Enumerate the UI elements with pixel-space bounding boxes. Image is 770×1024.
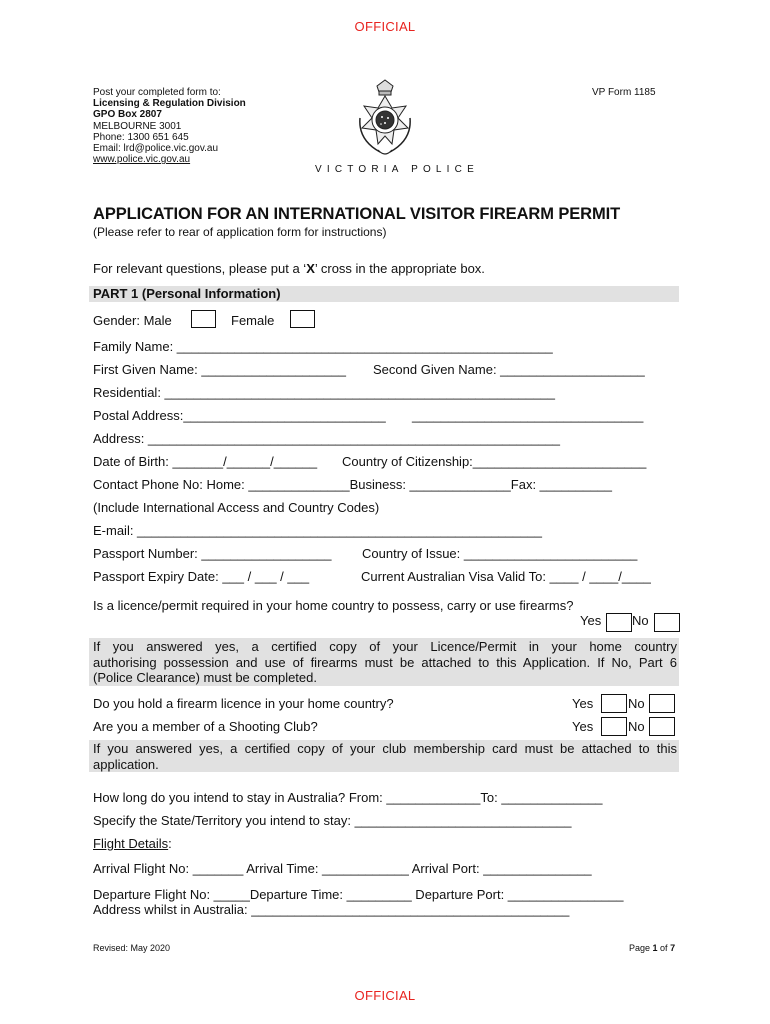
firearm-no-label: No (628, 696, 645, 711)
country-of-issue-field[interactable]: Country of Issue: ________________________ (362, 546, 638, 561)
post-email: Email: lrd@police.vic.gov.au (93, 143, 219, 155)
state-territory-field[interactable]: Specify the State/Territory you intend to stay: ______________________________ (93, 813, 572, 828)
firearm-yes-checkbox[interactable] (601, 694, 627, 713)
post-phone: Phone: 1300 651 645 (93, 131, 189, 143)
revised-date: Revised: May 2020 (93, 943, 171, 953)
firearm-licence-question: Do you hold a firearm licence in your home country? (93, 696, 394, 711)
residential-field[interactable]: Residential: ______________________________________________________ (93, 385, 555, 400)
vp-form-number: VP Form 1185 (592, 87, 656, 98)
contact-phone-note: (Include International Access and Country Codes) (93, 500, 380, 515)
post-city: MELBOURNE 3001 (93, 120, 182, 132)
flight-details-heading: Flight Details: (93, 836, 172, 851)
gender-male-checkbox[interactable] (191, 310, 216, 328)
firearm-yes-label: Yes (572, 696, 594, 711)
licence-yes-label: Yes (580, 613, 602, 628)
licence-note-line2: authorising possession and use of firearms must be attached to this Application. If No, Part 6 (93, 654, 677, 670)
passport-number-field[interactable]: Passport Number: __________________ (93, 546, 332, 561)
family-name-field[interactable]: Family Name: ____________________________________________________ (93, 339, 553, 354)
club-note-box (89, 740, 679, 772)
shooting-club-question: Are you a member of a Shooting Club? (93, 719, 318, 734)
gender-female-checkbox[interactable] (290, 310, 315, 328)
post-gpo: GPO Box 2807 (93, 109, 162, 121)
club-note-line2: application. (93, 756, 159, 772)
form-subtitle: (Please refer to rear of application form for instructions) (93, 225, 387, 239)
arrival-flight-field[interactable]: Arrival Flight No: _______ Arrival Time: ____________ Arrival Port: _______________ (93, 861, 592, 876)
official-footer: OFFICIAL (354, 988, 416, 1003)
date-of-birth-field[interactable]: Date of Birth: _______/______/______ (93, 454, 318, 469)
stay-duration-field[interactable]: How long do you intend to stay in Australia? From: _____________To: ______________ (93, 790, 603, 805)
address-field[interactable]: Address: _________________________________________________________ (93, 431, 561, 446)
licence-no-checkbox[interactable] (654, 613, 680, 632)
passport-expiry-field[interactable]: Passport Expiry Date: ___ / ___ / ___ (93, 569, 310, 584)
departure-flight-field[interactable]: Departure Flight No: _____Departure Time: _________ Departure Port: ________________ (93, 887, 624, 902)
gender-female-label: Female (231, 313, 275, 328)
post-intro: Post your completed form to: (93, 87, 221, 98)
address-in-australia-field[interactable]: Address whilst in Australia: ____________________________________________ (93, 902, 570, 917)
licence-no-label: No (632, 613, 649, 628)
country-citizenship-field[interactable]: Country of Citizenship:________________________ (342, 454, 647, 469)
licence-note-line3: (Police Clearance) must be completed. (93, 670, 317, 685)
postal-address-line2[interactable]: ________________________________ (412, 408, 644, 423)
victoria-police-badge-logo (350, 78, 420, 168)
page-number: Page 1 of 7 (629, 943, 676, 953)
contact-phone-field[interactable]: Contact Phone No: Home: ______________Business: ______________Fax: __________ (93, 477, 612, 492)
instruction-text: For relevant questions, please put a ‘X’ cross in the appropriate box. (93, 261, 485, 276)
part1-header: PART 1 (Personal Information) (89, 286, 679, 302)
licence-note-line1: If you answered yes, a certified copy of your Licence/Permit in your home country (93, 639, 677, 654)
form-title: APPLICATION FOR AN INTERNATIONAL VISITOR FIREARM PERMIT (93, 205, 621, 223)
firearm-no-checkbox[interactable] (649, 694, 675, 713)
post-division: Licensing & Regulation Division (93, 98, 246, 110)
club-no-label: No (628, 719, 645, 734)
victoria-police-wordmark: VICTORIA POLICE (315, 164, 479, 175)
post-web-link[interactable]: www.police.vic.gov.au (93, 154, 191, 166)
licence-yes-checkbox[interactable] (606, 613, 632, 632)
second-given-name-field[interactable]: Second Given Name: ____________________ (373, 362, 645, 377)
email-field[interactable]: E-mail: ________________________________________________________ (93, 523, 542, 538)
licence-required-question: Is a licence/permit required in your home country to possess, carry or use firearms? (93, 598, 574, 613)
gender-label: Gender: Male (93, 313, 172, 328)
club-yes-checkbox[interactable] (601, 717, 627, 736)
licence-note-box (89, 638, 679, 686)
club-no-checkbox[interactable] (649, 717, 675, 736)
club-yes-label: Yes (572, 719, 594, 734)
club-note-line1: If you answered yes, a certified copy of your club membership card must be attached to this (93, 741, 677, 756)
postal-block (93, 87, 246, 165)
official-header: OFFICIAL (354, 19, 416, 34)
first-given-name-field[interactable]: First Given Name: ____________________ (93, 362, 346, 377)
postal-address-field[interactable]: Postal Address:____________________________ (93, 408, 386, 423)
visa-valid-field[interactable]: Current Australian Visa Valid To: ____ / ____/____ (361, 569, 651, 584)
